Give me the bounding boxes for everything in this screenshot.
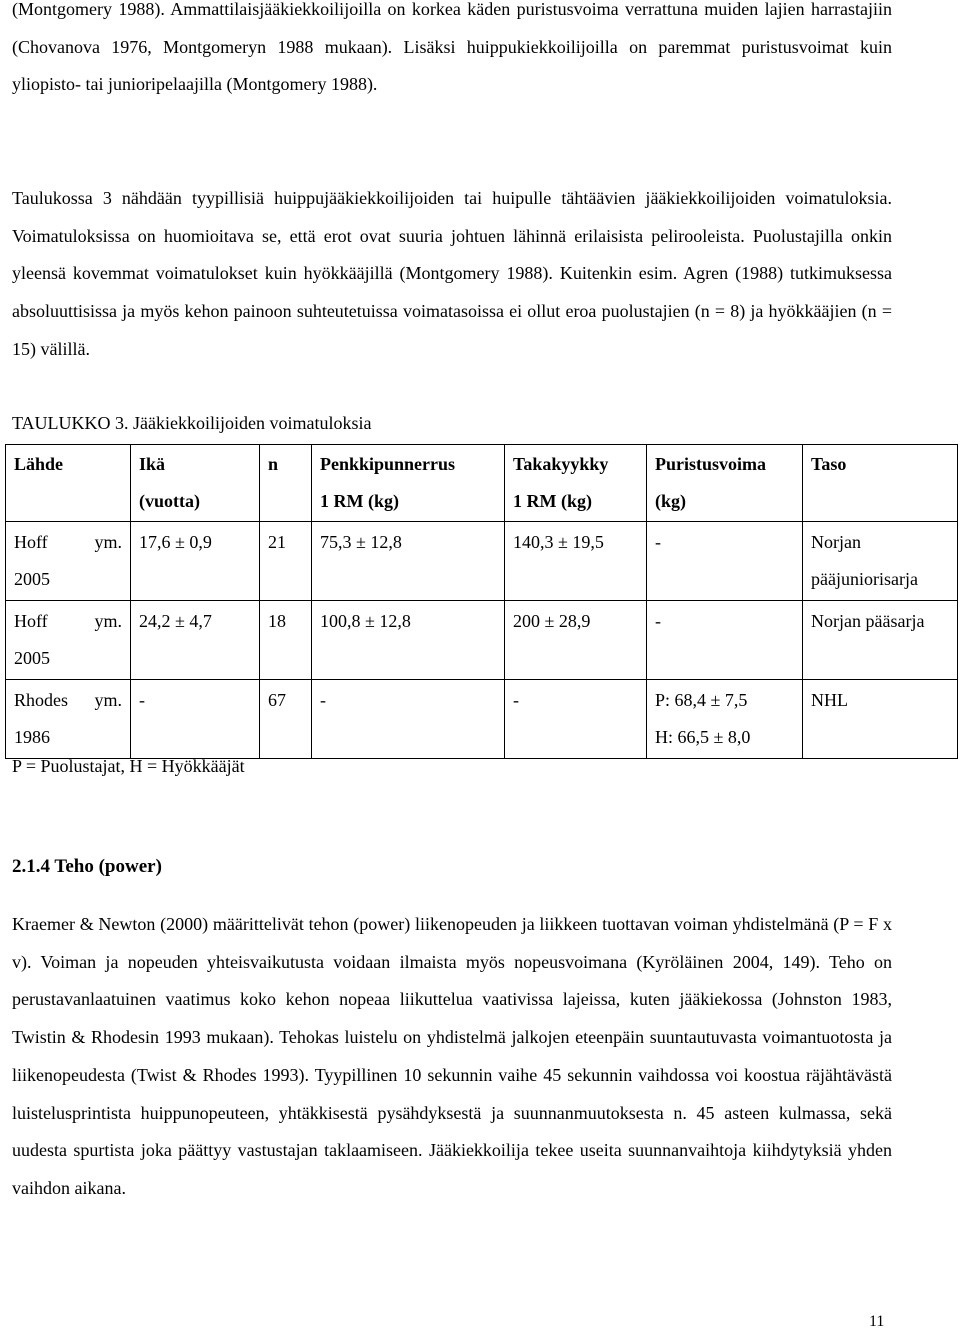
header-age: Ikä (vuotta) xyxy=(131,445,260,522)
header-n: n xyxy=(260,445,312,522)
header-back-squat: Takakyykky 1 RM (kg) xyxy=(505,445,647,522)
cell-back-squat: - xyxy=(505,680,647,759)
table-caption: TAULUKKO 3. Jääkiekkoilijoiden voimatuloksia xyxy=(12,413,372,433)
cell-grip-strength: P: 68,4 ± 7,5 H: 66,5 ± 8,0 xyxy=(647,680,803,759)
table-row xyxy=(6,522,958,601)
cell-source: Hoff ym. 2005 xyxy=(6,601,131,680)
cell-n: 18 xyxy=(260,601,312,680)
cell-source: Hoff ym. 2005 xyxy=(6,522,131,601)
table-row xyxy=(6,601,958,680)
cell-level: NHL xyxy=(803,680,958,759)
cell-grip-strength: - xyxy=(647,601,803,680)
table-note: P = Puolustajat, H = Hyökkääjät xyxy=(12,756,245,776)
header-grip-strength: Puristusvoima (kg) xyxy=(647,445,803,522)
header-level: Taso xyxy=(803,445,958,522)
power-paragraph: Kraemer & Newton (2000) määrittelivät tehon (power) liikenopeuden ja liikkeen tuottavan voiman yhdistelmänä (P = F x v). Voiman ja nopeuden yhteisvaikutusta voidaan ilmaista myös nopeusvoimana (Kyröläinen 2004, 149). Teho on perustavanlaatuinen vaatimus koko kehon nopeaa liikuttelua vaativissa lajeissa, kuten jääkiekossa (Johnston 1983, Twistin & Rhodesin 1993 mukaan). Tehokas luistelu on yhdistelmä jalkojen eteenpäin suuntautuvasta voimantuotosta ja liikenopeudesta (Twist & Rhodes 1993). Tyypillinen 10 sekunnin vaihe 45 sekunnin vaihdossa voi koostua räjähtävästä luistelusprintista huippunopeuteen, yhtäkkisestä pysähdyksestä ja suunnanmuutoksesta n. 45 asteen kulmassa, sekä uudesta spurtista joka päättyy vastustajan taklaamiseen. Jääkiekkoilija tekee useita suunnanvaihtoja kiihdytyksiä yhden vaihdon aikana. xyxy=(12,914,892,1198)
strength-results-table xyxy=(5,444,958,759)
intro-paragraph: (Montgomery 1988). Ammattilaisjääkiekkoilijoilla on korkea käden puristusvoima verrattuna muiden lajien harrastajiin (Chovanova 1976, Montgomeryn 1988 mukaan). Lisäksi huippukiekkoilijoilla on paremmat puristusvoimat kuin yliopisto- tai junioripelaajilla (Montgomery 1988). xyxy=(12,0,892,95)
table-row xyxy=(6,680,958,759)
cell-age: - xyxy=(131,680,260,759)
cell-level: Norjan pääsarja xyxy=(803,601,958,680)
table-header-row xyxy=(6,445,958,522)
header-source: Lähde xyxy=(6,445,131,522)
cell-age: 24,2 ± 4,7 xyxy=(131,601,260,680)
table-intro-paragraph: Taulukossa 3 nähdään tyypillisiä huippujääkiekkoilijoiden tai huipulle tähtäävien jääkiekkoilijoiden voimatuloksia. Voimatuloksissa on huomioitava se, että erot ovat suuria johtuen lähinnä erilaisista pelirooleista. Puolustajilla onkin yleensä kovemmat voimatulokset kuin hyökkääjillä (Montgomery 1988). Kuitenkin esim. Agren (1988) tutkimuksessa absoluuttisissa ja myös kehon painoon suhteutetuissa voimatasoissa ei ollut eroa puolustajien (n = 8) ja hyökkääjien (n = 15) välillä. xyxy=(12,188,892,359)
header-bench-press: Penkkipunnerrus 1 RM (kg) xyxy=(312,445,505,522)
cell-grip-strength: - xyxy=(647,522,803,601)
cell-bench-press: 75,3 ± 12,8 xyxy=(312,522,505,601)
cell-n: 21 xyxy=(260,522,312,601)
page-number: 11 xyxy=(869,1313,885,1330)
cell-bench-press: 100,8 ± 12,8 xyxy=(312,601,505,680)
cell-source: Rhodes ym. 1986 xyxy=(6,680,131,759)
cell-age: 17,6 ± 0,9 xyxy=(131,522,260,601)
section-heading: 2.1.4 Teho (power) xyxy=(12,856,162,877)
cell-level: Norjan pääjuniorisarja xyxy=(803,522,958,601)
cell-back-squat: 200 ± 28,9 xyxy=(505,601,647,680)
cell-back-squat: 140,3 ± 19,5 xyxy=(505,522,647,601)
cell-bench-press: - xyxy=(312,680,505,759)
cell-n: 67 xyxy=(260,680,312,759)
